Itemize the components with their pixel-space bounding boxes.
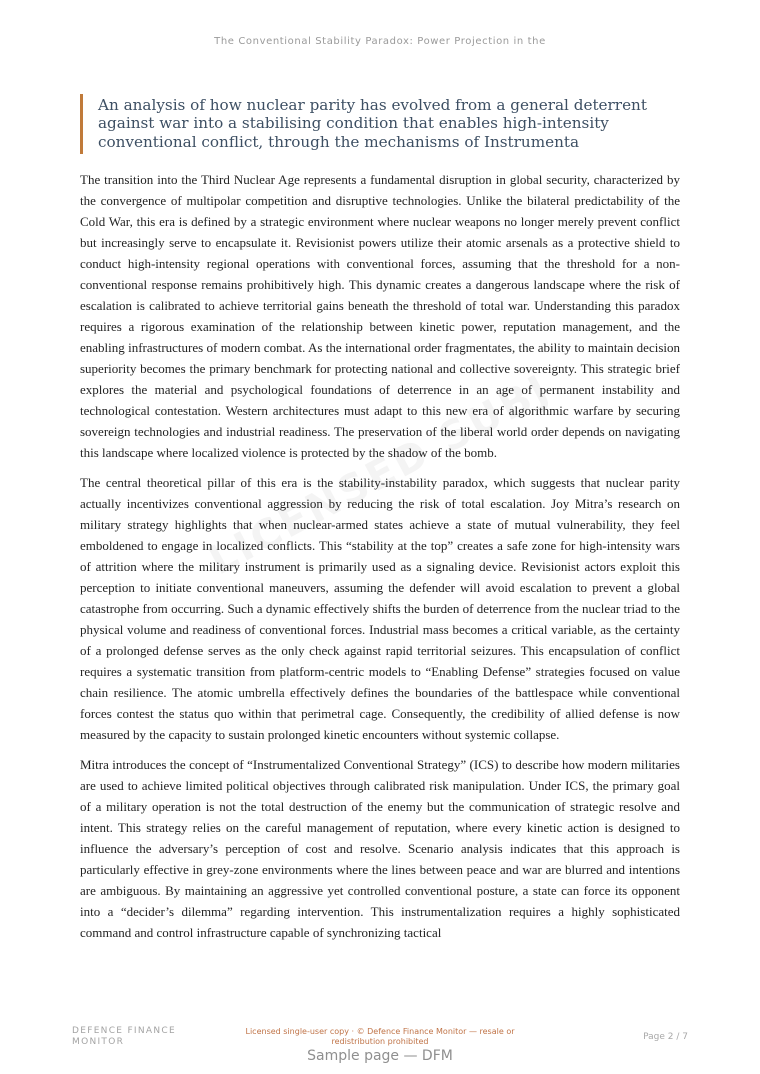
paragraph: The transition into the Third Nuclear Age represents a fundamental disruption in global security, characterized by the convergence of multipolar competition and disruptive technologies. Unlike the bilateral predictability of the Cold War, this era is defined by a strategic environment where nuclear weapons no longer merely prevent conflict but increasingly serve to encapsulate it. Revisionist powers utilize their atomic arsenals as a protective shield to conduct high-intensity regional operations with conventional forces, assuming that the threshold for a non-conventional response remains prohibitively high. This dynamic creates a dangerous landscape where the risk of escalation is calibrated to achieve territorial gains beneath the threshold of total war. Understanding this paradox requires a rigorous examination of the relationship between kinetic power, reputation management, and the enabling infrastructures of modern combat. As the international order fragmentates, the ability to maintain decision superiority becomes the primary benchmark for protecting national and collective sovereignty. This strategic brief explores the material and psychological foundations of deterrence in an age of permanent instability and technological contestation. Western architectures must adapt to this new era of algorithmic warfare by securing sovereign technologies and industrial readiness. The preservation of the liberal world order depends on navigating this landscape where localized violence is protected by the shadow of the bomb. <box>80 172 680 460</box>
paragraph: Mitra introduces the concept of “Instrumentalized Conventional Strategy” (ICS) to describe how modern militaries are used to achieve limited political objectives through calibrated risk manipulation. Under ICS, the primary goal of a military operation is not the total destruction of the enemy but the communication of strategic resolve and intent. This strategy relies on the careful management of reputation, where every kinetic action is designed to influence the adversary’s perception of cost and resolve. Scenario analysis indicates that this approach is particularly effective in grey-zone environments where the lines between peace and war are blurred and intentions are ambiguous. By maintaining an aggressive yet controlled conventional posture, a state can force its opponent into a “decider’s dilemma” regarding intervention. This instrumentalization requires a highly sophisticated command and control infrastructure capable of synchronizing tactical <box>80 757 680 940</box>
running-header: The Conventional Stability Paradox: Power Projection in the <box>214 36 546 47</box>
abstract-text: An analysis of how nuclear parity has evolved from a general deterrent against war into a stabilising condition that enables high-intensity conventional conflict, through the mechanisms of Instrumenta <box>98 96 647 151</box>
footer-license-notice: Licensed single-user copy · © Defence Finance Monitor — resale or redistribution prohibited <box>245 1027 515 1046</box>
paragraph: The central theoretical pillar of this era is the stability-instability paradox, which suggests that nuclear parity actually incentivizes conventional aggression by reducing the risk of total escalation. Joy Mitra’s research on military strategy highlights that when nuclear-armed states achieve a state of mutual vulnerability, they feel emboldened to engage in localized conflicts. This “stability at the top” creates a safe zone for high-intensity wars of attrition where the military instrument is primarily used as a signaling device. Revisionist actors exploit this perception to initiate conventional maneuvers, assuming the defender will avoid escalation to prevent a global catastrophe from occurring. Such a dynamic effectively shifts the burden of deterrence from the nuclear triad to the physical volume and readiness of conventional forces. Industrial mass becomes a critical variable, as the certainty of a prolonged defense serves as the only check against rapid territorial seizures. This encapsulation of conflict requires a systematic transition from platform-centric models to “Enabling Defense” strategies focused on value chain resilience. The atomic umbrella effectively defines the boundaries of the battlespace while conventional forces contest the status quo within that perimetral cage. Consequently, the credibility of allied defense is now measured by the capacity to sustain prolonged kinetic encounters without systemic collapse. <box>80 475 680 742</box>
sample-page-banner: Sample page — DFM <box>307 1048 453 1064</box>
footer-brand: DEFENCE FINANCE MONITOR <box>72 1026 176 1047</box>
body-text <box>80 169 680 952</box>
page-number: Page 2 / 7 <box>643 1032 688 1042</box>
abstract-block <box>80 94 693 154</box>
